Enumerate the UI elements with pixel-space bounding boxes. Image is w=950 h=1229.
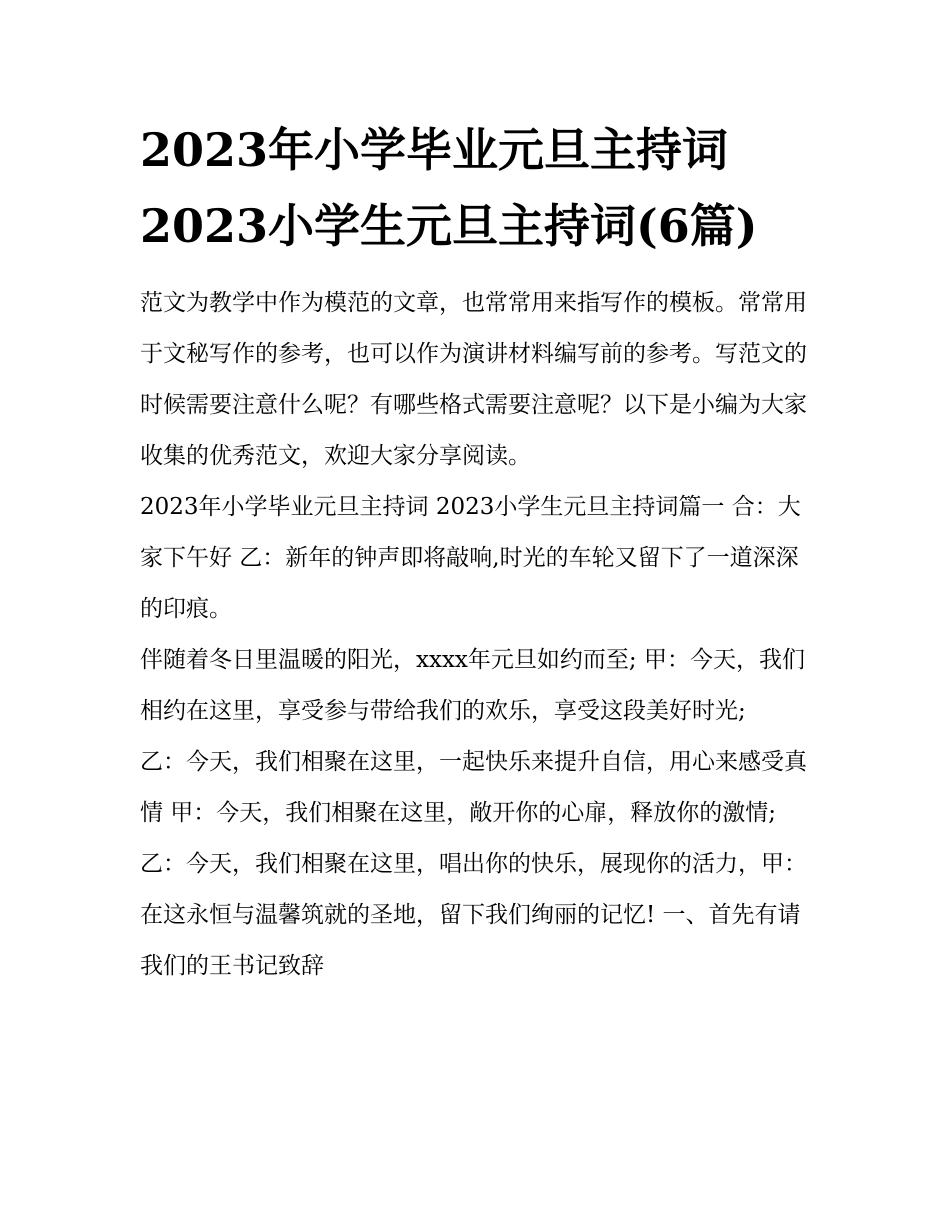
paragraph-gathering: 乙：今天，我们相聚在这里，一起快乐来提升自信，用心来感受真情 甲：今天，我们相聚在这里，敞开你的心扉，释放你的激情; [140, 749, 807, 826]
paragraph-new-year: 伴随着冬日里温暖的阳光，xxxx年元旦如约而至; 甲：今天，我们相约在这里，享受参与带给我们的欢乐，享受这段美好时光; [140, 647, 805, 724]
document-body [140, 278, 820, 992]
paragraph-intro: 范文为教学中作为模范的文章，也常常用来指写作的模板。常常用于文秘写作的参考，也可以作为演讲材料编写前的参考。写范文的时候需要注意什么呢？有哪些格式需要注意呢？以下是小编为大家收集的优秀范文，欢迎大家分享阅读。 [140, 290, 807, 469]
paragraph-opening: 2023年小学毕业元旦主持词 2023小学生元旦主持词篇一 合：大家下午好 乙：新年的钟声即将敲响,时光的车轮又留下了一道深深的印痕。 [140, 494, 801, 622]
document-title [140, 112, 820, 264]
paragraph-closing: 乙：今天，我们相聚在这里，唱出你的快乐，展现你的活力，甲：在这永恒与温馨筑就的圣地，留下我们绚丽的记忆! 一、首先有请我们的王书记致辞 [140, 851, 807, 979]
title-line-1: 2023年小学毕业元旦主持词 [140, 123, 729, 177]
title-line-2: 2023小学生元旦主持词(6篇) [140, 199, 758, 253]
